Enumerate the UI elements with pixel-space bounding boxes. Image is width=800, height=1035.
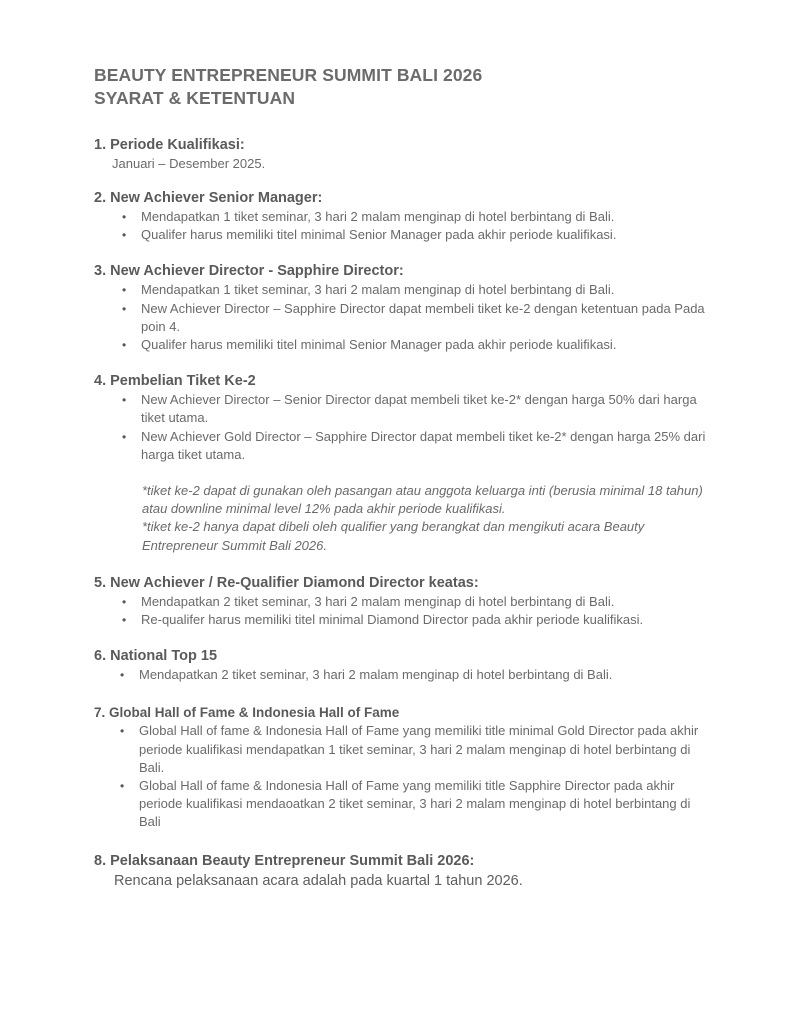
section-senior-manager xyxy=(94,189,714,244)
title-line-1: BEAUTY ENTREPRENEUR SUMMIT BALI 2026 xyxy=(94,65,483,85)
footnote: *tiket ke-2 hanya dapat dibeli oleh qualifier yang berangkat dan mengikuti acara Beauty Entrepreneur Summit Bali 2026. xyxy=(142,519,645,553)
list-item: • Global Hall of fame & Indonesia Hall of Fame yang memiliki title minimal Gold Director pada akhir periode kualifikasi mendapatkan 1 tiket seminar, 3 hari 2 malam menginap di hotel berbintang di Bali. xyxy=(120,723,699,775)
footnotes xyxy=(94,482,714,555)
bullet-list xyxy=(94,208,714,244)
bullet-list xyxy=(94,722,714,831)
list-item: • New Achiever Director – Sapphire Director dapat membeli tiket ke-2 dengan ketentuan pada Pada poin 4. xyxy=(122,300,705,334)
document-title xyxy=(94,64,714,110)
list-item: • Mendapatkan 1 tiket seminar, 3 hari 2 malam menginap di hotel berbintang di Bali. xyxy=(122,281,714,299)
list-item: • New Achiever Director – Senior Director dapat membeli tiket ke-2* dengan harga 50% dari harga tiket utama. xyxy=(122,392,697,426)
bullet-icon: • xyxy=(122,613,127,628)
bullet-list xyxy=(94,666,714,684)
section-hall-of-fame xyxy=(94,703,714,831)
bullet-icon: • xyxy=(120,779,125,794)
bullet-list xyxy=(94,593,714,629)
bullet-icon: • xyxy=(120,724,125,739)
section-heading: 5. New Achiever / Re-Qualifier Diamond Director keatas: xyxy=(94,574,479,591)
list-item: • Re-qualifer harus memiliki titel minimal Diamond Director pada akhir periode kualifikasi. xyxy=(122,611,714,629)
list-item: • Mendapatkan 2 tiket seminar, 3 hari 2 malam menginap di hotel berbintang di Bali. xyxy=(120,666,714,684)
bullet-icon: • xyxy=(122,429,127,444)
list-item: • Global Hall of fame & Indonesia Hall of Fame yang memiliki title Sapphire Director pada akhir periode kualifikasi mendaoatkan 2 tiket seminar, 3 hari 2 malam menginap di hotel berbintang di Bali xyxy=(120,778,691,830)
list-item: • Qualifer harus memiliki titel minimal Senior Manager pada akhir periode kualifikasi. xyxy=(122,336,714,354)
title-line-2: SYARAT & KETENTUAN xyxy=(94,88,296,108)
bullet-icon: • xyxy=(122,283,127,298)
bullet-icon: • xyxy=(122,228,127,243)
bullet-icon: • xyxy=(122,338,127,353)
section-pelaksanaan xyxy=(94,852,714,891)
section-heading: 8. Pelaksanaan Beauty Entrepreneur Summit Bali 2026: xyxy=(94,852,475,869)
section-heading: 1. Periode Kualifikasi: xyxy=(94,137,245,153)
section-text: Januari – Desember 2025. xyxy=(112,156,266,171)
section-diamond-director xyxy=(94,574,714,629)
section-national-top-15 xyxy=(94,647,714,684)
section-director-sapphire xyxy=(94,262,714,354)
list-item: • Qualifer harus memiliki titel minimal Senior Manager pada akhir periode kualifikasi. xyxy=(122,226,714,244)
section-heading: 2. New Achiever Senior Manager: xyxy=(94,190,323,206)
bullet-list xyxy=(94,281,714,354)
section-heading: 6. National Top 15 xyxy=(94,648,218,665)
bullet-icon: • xyxy=(122,210,127,224)
bullet-icon: • xyxy=(122,393,127,408)
section-text: Rencana pelaksanaan acara adalah pada kuartal 1 tahun 2026. xyxy=(114,872,523,889)
footnote: *tiket ke-2 dapat di gunakan oleh pasangan atau anggota keluarga inti (berusia minimal 18 tahun) atau downline minimal level 12% pada akhir periode kualifikasi. xyxy=(142,483,703,517)
list-item: • Mendapatkan 1 tiket seminar, 3 hari 2 malam menginap di hotel berbintang di Bali. xyxy=(122,208,714,226)
bullet-icon: • xyxy=(122,301,127,316)
bullet-list xyxy=(94,391,714,464)
bullet-icon: • xyxy=(122,594,127,609)
bullet-icon: • xyxy=(120,668,125,683)
document-page xyxy=(94,64,714,891)
section-heading: 7. Global Hall of Fame & Indonesia Hall of Fame xyxy=(94,705,400,721)
list-item: • Mendapatkan 2 tiket seminar, 3 hari 2 malam menginap di hotel berbintang di Bali. xyxy=(122,593,714,611)
list-item: • New Achiever Gold Director – Sapphire Director dapat membeli tiket ke-2* dengan harga 25% dari harga tiket utama. xyxy=(122,428,706,462)
section-heading: 4. Pembelian Tiket Ke-2 xyxy=(94,373,256,390)
section-pembelian-tiket xyxy=(94,372,714,555)
section-periode-kualifikasi xyxy=(94,136,714,173)
section-heading: 3. New Achiever Director - Sapphire Director: xyxy=(94,263,404,280)
